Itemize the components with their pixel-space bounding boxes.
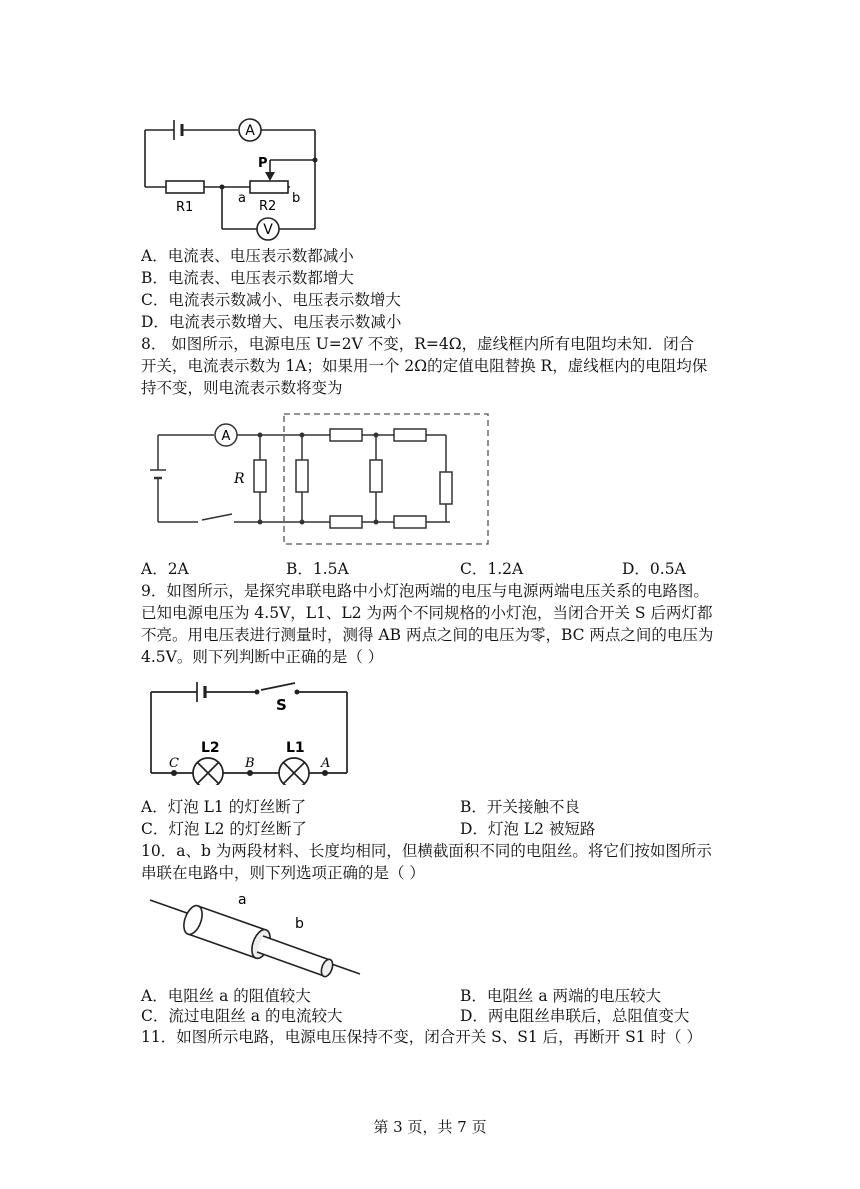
q7-option-c: C．电流表示数减小、电压表示数增大 bbox=[141, 291, 401, 309]
q7-ammeter-label: A bbox=[245, 123, 255, 139]
q10-option-c: C．流过电阻丝 a 的电流较大 bbox=[141, 1007, 343, 1025]
q8-option-c: C．1.2A bbox=[460, 560, 524, 578]
q8-text-line-2: 开关，电流表示数为 1A；如果用一个 2Ω的定值电阻替换 R，虚线框内的电阻均保 bbox=[141, 357, 708, 375]
q7-circuit-diagram bbox=[140, 112, 330, 242]
q9-option-c: C．灯泡 L2 的灯丝断了 bbox=[141, 820, 307, 838]
q7-r1-label: R1 bbox=[176, 200, 194, 215]
q7-point-b-label: b bbox=[292, 191, 301, 206]
q9-l2-label: L2 bbox=[201, 740, 220, 756]
q9-text-line-2: 已知电源电压为 4.5V，L1、L2 为两个不同规格的小灯泡，当闭合开关 S 后两灯都 bbox=[141, 604, 713, 622]
q7-voltmeter-label: V bbox=[263, 222, 273, 238]
q10-text-line-2: 串联在电路中，则下列选项正确的是（ ） bbox=[141, 864, 425, 882]
q8-option-a: A．2A bbox=[141, 560, 189, 578]
q8-ammeter-label: A bbox=[221, 429, 231, 444]
q10-text-line-1: 10．a、b 为两段材料、长度均相同，但横截面积不同的电阻丝。将它们按如图所示 bbox=[141, 842, 712, 860]
q8-option-d: D．0.5A bbox=[622, 560, 686, 578]
q10-option-a: A．电阻丝 a 的阻值较大 bbox=[141, 987, 311, 1005]
q9-point-b-label: B bbox=[245, 756, 255, 771]
q7-r2-label: R2 bbox=[259, 199, 277, 214]
q8-circuit-diagram bbox=[150, 410, 495, 550]
q9-option-a: A．灯泡 L1 的灯丝断了 bbox=[141, 798, 307, 816]
q9-option-b: B．开关接触不良 bbox=[460, 798, 580, 816]
q8-r-label: R bbox=[234, 471, 245, 487]
q10-wire-a-label: a bbox=[238, 892, 247, 908]
q10-resistance-wire-diagram bbox=[148, 888, 363, 978]
q9-text-line-1: 9．如图所示，是探究串联电路中小灯泡两端的电压与电源两端电压关系的电路图。 bbox=[141, 582, 709, 600]
q9-option-d: D．灯泡 L2 被短路 bbox=[460, 820, 596, 838]
q8-option-b: B．1.5A bbox=[286, 560, 349, 578]
q10-wire-b-label: b bbox=[295, 916, 304, 932]
q7-slider-label: P bbox=[258, 156, 268, 171]
q7-option-d: D．电流表示数增大、电压表示数减小 bbox=[141, 313, 402, 331]
q9-switch-label: S bbox=[276, 696, 287, 714]
q10-option-b: B．电阻丝 a 两端的电压较大 bbox=[460, 987, 661, 1005]
page-number-footer: 第 3 页，共 7 页 bbox=[373, 1118, 487, 1136]
q9-circuit-diagram bbox=[145, 680, 355, 785]
q9-point-a-label: A bbox=[321, 756, 331, 771]
q9-text-line-3: 不亮。用电压表进行测量时，测得 AB 两点之间的电压为零，BC 两点之间的电压为 bbox=[141, 626, 714, 644]
q7-option-a: A．电流表、电压表示数都减小 bbox=[141, 247, 354, 265]
q8-text-line-1: 8． 如图所示，电源电压 U=2V 不变，R=4Ω，虚线框内所有电阻均未知．闭合 bbox=[141, 335, 695, 353]
q9-text-line-4: 4.5V。则下列判断中正确的是（ ） bbox=[141, 648, 384, 666]
q8-text-line-3: 持不变，则电流表示数将变为 bbox=[141, 379, 343, 397]
q9-point-c-label: C bbox=[169, 756, 179, 771]
q7-option-b: B．电流表、电压表示数都增大 bbox=[141, 269, 354, 287]
q9-l1-label: L1 bbox=[286, 740, 305, 756]
q11-text-line-1: 11．如图所示电路，电源电压保持不变，闭合开关 S、S1 后，再断开 S1 时（ ） bbox=[141, 1028, 702, 1046]
q10-option-d: D．两电阻丝串联后，总阻值变大 bbox=[460, 1007, 690, 1025]
q7-point-a-label: a bbox=[238, 191, 246, 206]
